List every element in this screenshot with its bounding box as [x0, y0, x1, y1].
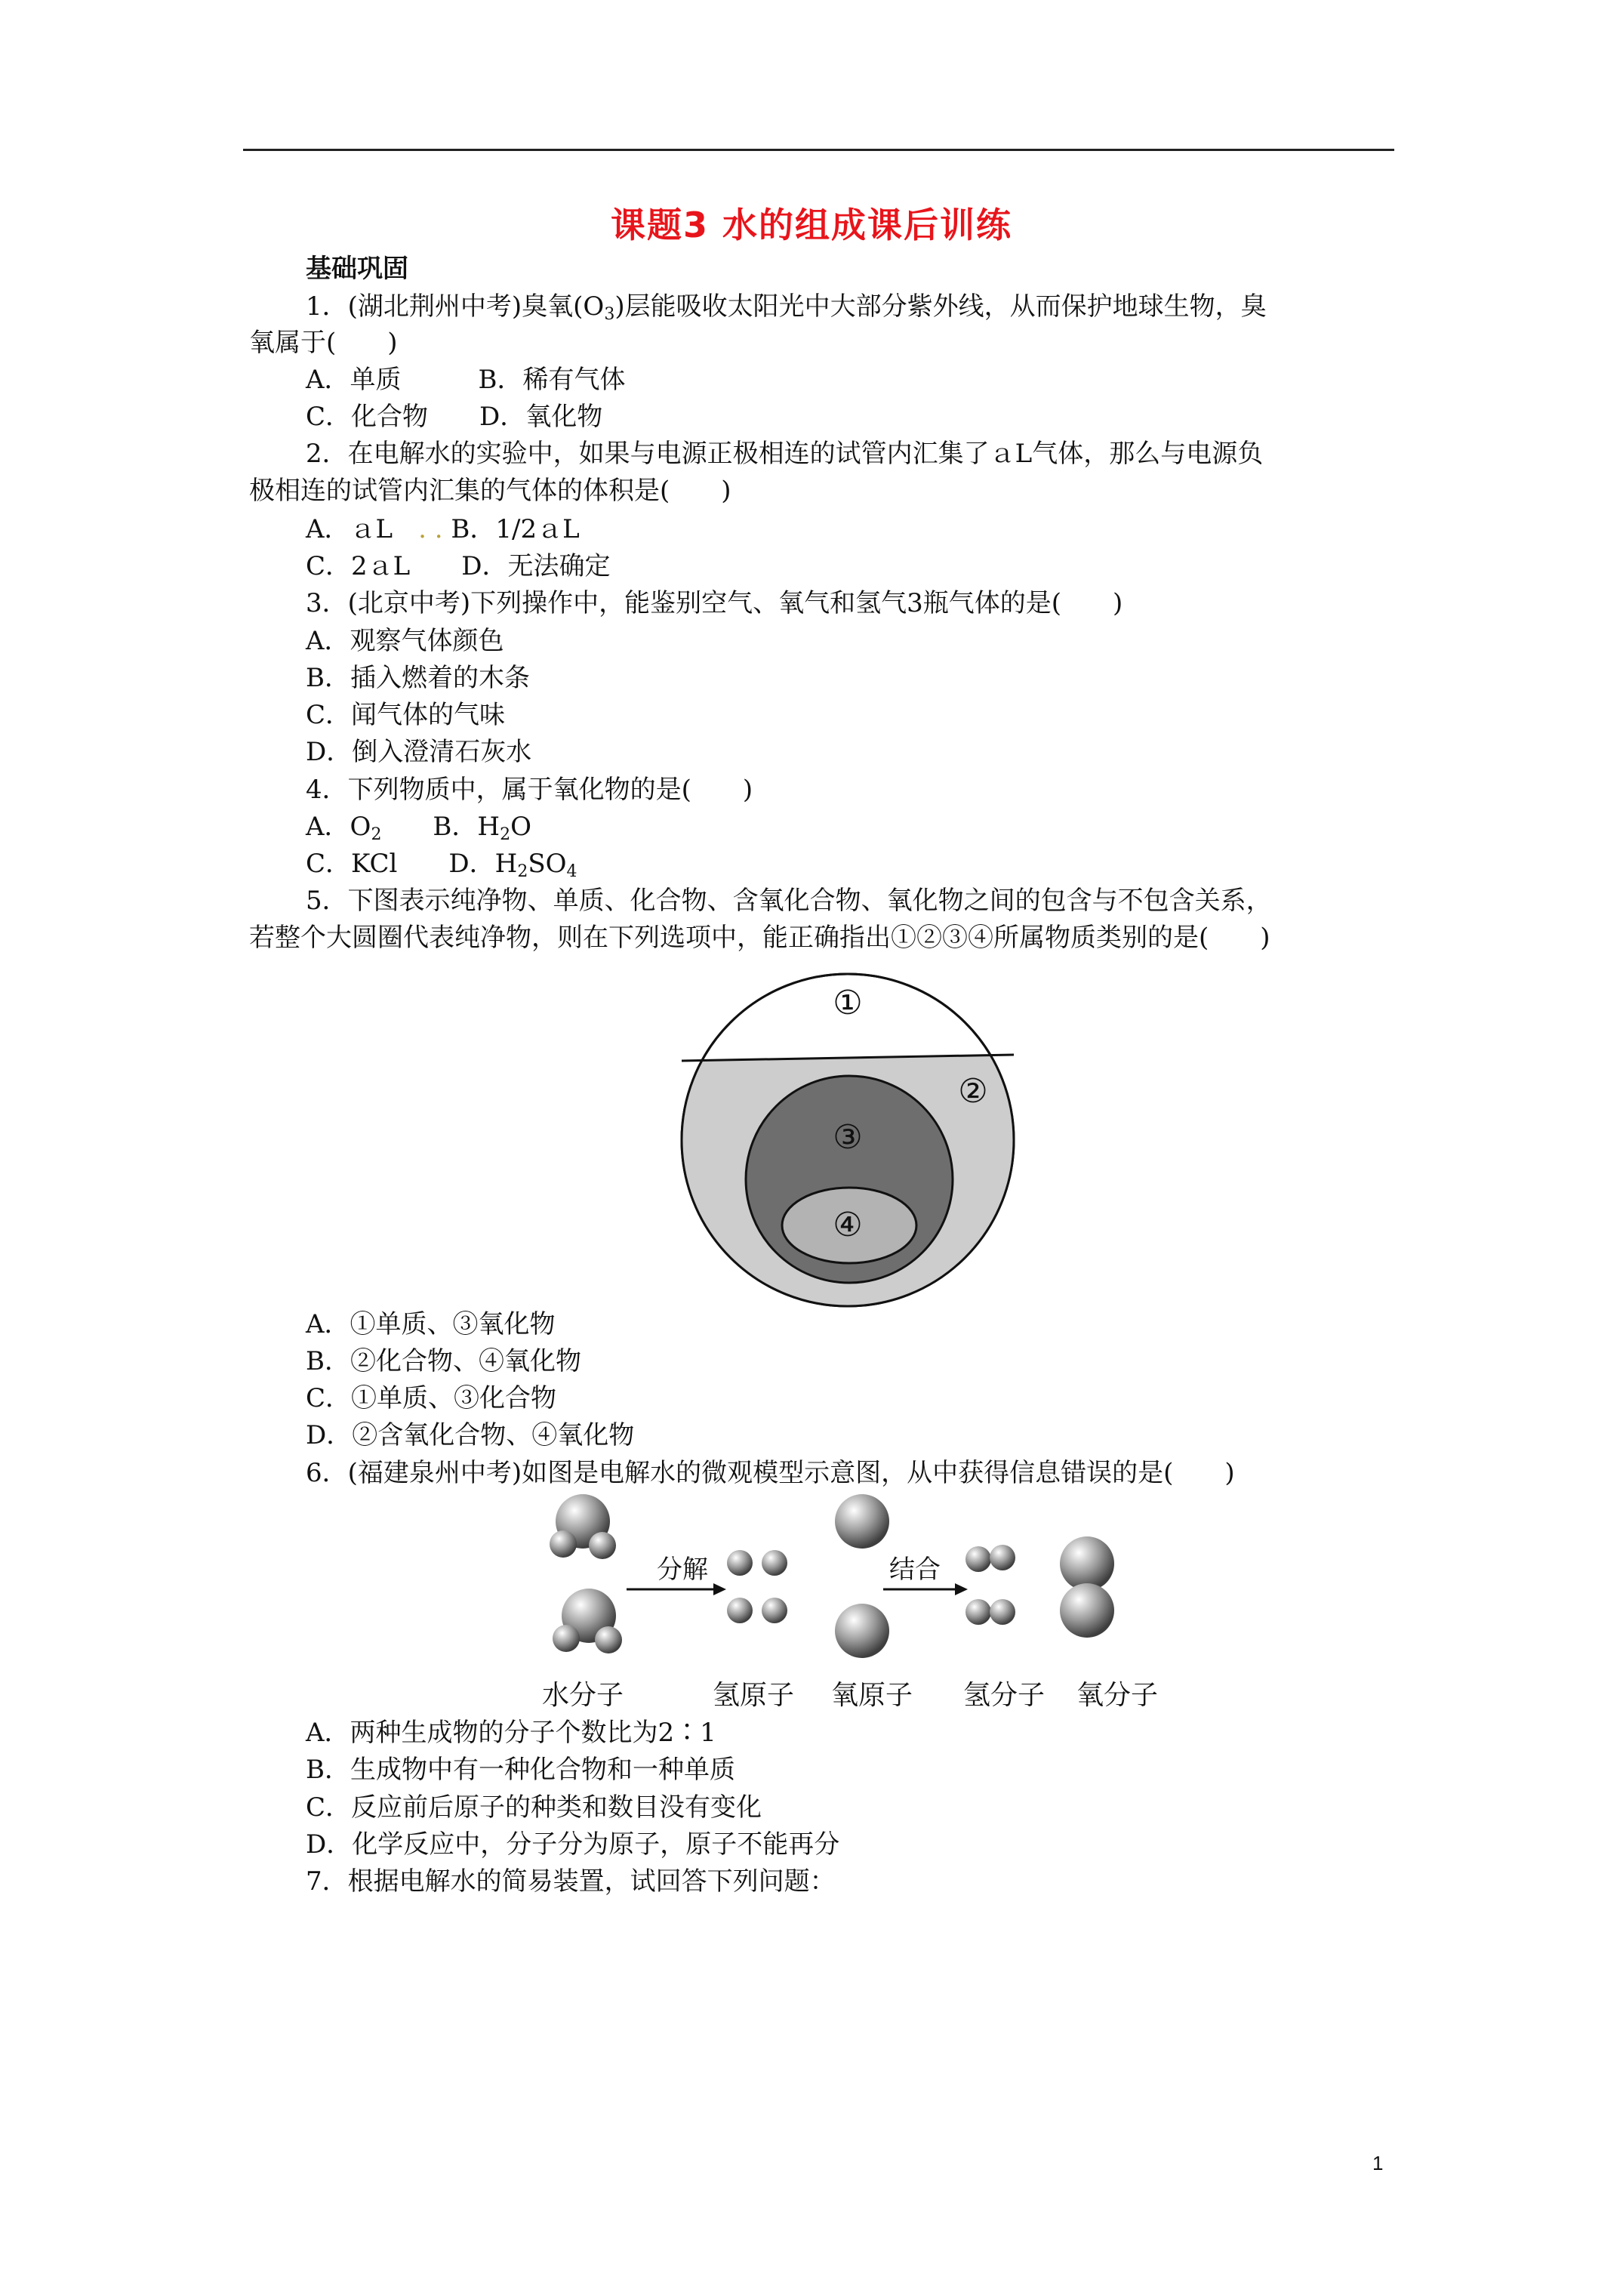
q2-options-ab: A．ａL . . B．1/2ａL — [306, 514, 580, 544]
water-molecule-1 — [550, 1494, 616, 1559]
q1-options-ab: A．单质 B．稀有气体 — [306, 365, 626, 395]
region-1-label: ① — [833, 984, 863, 1022]
oxygen-molecule — [1060, 1536, 1114, 1638]
q1-options-cd: C．化合物 D．氧化物 — [306, 402, 603, 432]
page-title: 课题3 水的组成课后训练 — [610, 205, 1013, 245]
arrow-right-icon — [627, 1583, 726, 1595]
region-2-label: ② — [958, 1072, 988, 1111]
q5-option-d: D．②含氧化合物、④氧化物 — [306, 1420, 635, 1450]
q5-line1: 5．下图表示纯净物、单质、化合物、含氧化合物、氧化物之间的包含与不包含关系， — [306, 886, 1272, 916]
arrow-right-icon — [883, 1583, 968, 1595]
electrolysis-model — [528, 1484, 1170, 1710]
q6-option-a: A．两种生成物的分子个数比为2∶1 — [306, 1718, 716, 1748]
region-4-label: ④ — [833, 1206, 863, 1244]
header-rule — [243, 149, 1394, 151]
q5-option-b: B．②化合物、④氧化物 — [306, 1346, 581, 1376]
q2-line1: 2．在电解水的实验中，如果与电源正极相连的试管内汇集了ａL气体，那么与电源负 — [306, 439, 1264, 469]
region-3-label: ③ — [833, 1118, 863, 1157]
q3-option-c: C．闻气体的气味 — [306, 700, 506, 730]
label-water-molecule: 水分子 — [541, 1680, 624, 1710]
q3-option-b: B．插入燃着的木条 — [306, 663, 530, 693]
combine-label: 结合 — [889, 1555, 941, 1585]
label-oxygen-molecule: 氧分子 — [1076, 1680, 1159, 1710]
q7-line1: 7．根据电解水的简易装置，试回答下列问题： — [306, 1866, 836, 1897]
label-hydrogen-molecule: 氢分子 — [962, 1680, 1046, 1710]
q3-option-d: D．倒入澄清石灰水 — [306, 737, 532, 767]
q1-line2: 氧属于( ) — [249, 328, 398, 358]
q1-line1: 1．(湖北荆州中考)臭氧$(O_3)$层能吸收太阳光中大部分紫外线，从而保护地球生物，臭 — [306, 291, 1267, 324]
q2-line2: 极相连的试管内汇集的气体的体积是( ) — [249, 476, 731, 506]
q5-line2: 若整个大圆圈代表纯净物，则在下列选项中，能正确指出①②③④所属物质类别的是( ) — [249, 923, 1270, 953]
decompose-label: 分解 — [657, 1555, 708, 1585]
hydrogen-molecules — [965, 1545, 1015, 1625]
label-hydrogen-atom: 氢原子 — [712, 1680, 795, 1710]
q4-options-ab: A．$O_2$ B．$H_2O$ — [306, 812, 531, 844]
q6-line1: 6．(福建泉州中考)如图是电解水的微观模型示意图，从中获得信息错误的是( ) — [306, 1458, 1235, 1488]
q2-options-cd: C．2ａL D．无法确定 — [306, 551, 611, 581]
q5-option-c: C．①单质、③化合物 — [306, 1383, 557, 1413]
q5-option-a: A．①单质、③氧化物 — [306, 1309, 556, 1339]
page-number: 1 — [1372, 2152, 1384, 2174]
q3-option-a: A．观察气体颜色 — [306, 626, 504, 656]
q6-option-d: D．化学反应中，分子分为原子，原子不能再分 — [306, 1829, 840, 1860]
q3-line1: 3．(北京中考)下列操作中，能鉴别空气、氧气和氢气3瓶气体的是( ) — [306, 588, 1123, 618]
venn-diagram — [676, 970, 1023, 1314]
q6-option-c: C．反应前后原子的种类和数目没有变化 — [306, 1792, 762, 1823]
label-oxygen-atom: 氧原子 — [830, 1680, 913, 1710]
q4-line1: 4．下列物质中，属于氧化物的是( ) — [306, 775, 753, 805]
section-heading: 基础巩固 — [306, 254, 408, 284]
q6-option-b: B．生成物中有一种化合物和一种单质 — [306, 1755, 735, 1785]
hydrogen-atoms — [727, 1550, 787, 1623]
oxygen-atoms — [835, 1494, 889, 1658]
water-molecule-2 — [553, 1589, 622, 1653]
q4-options-cd: C．KCl D．$H_2SO_4$ — [306, 849, 577, 881]
